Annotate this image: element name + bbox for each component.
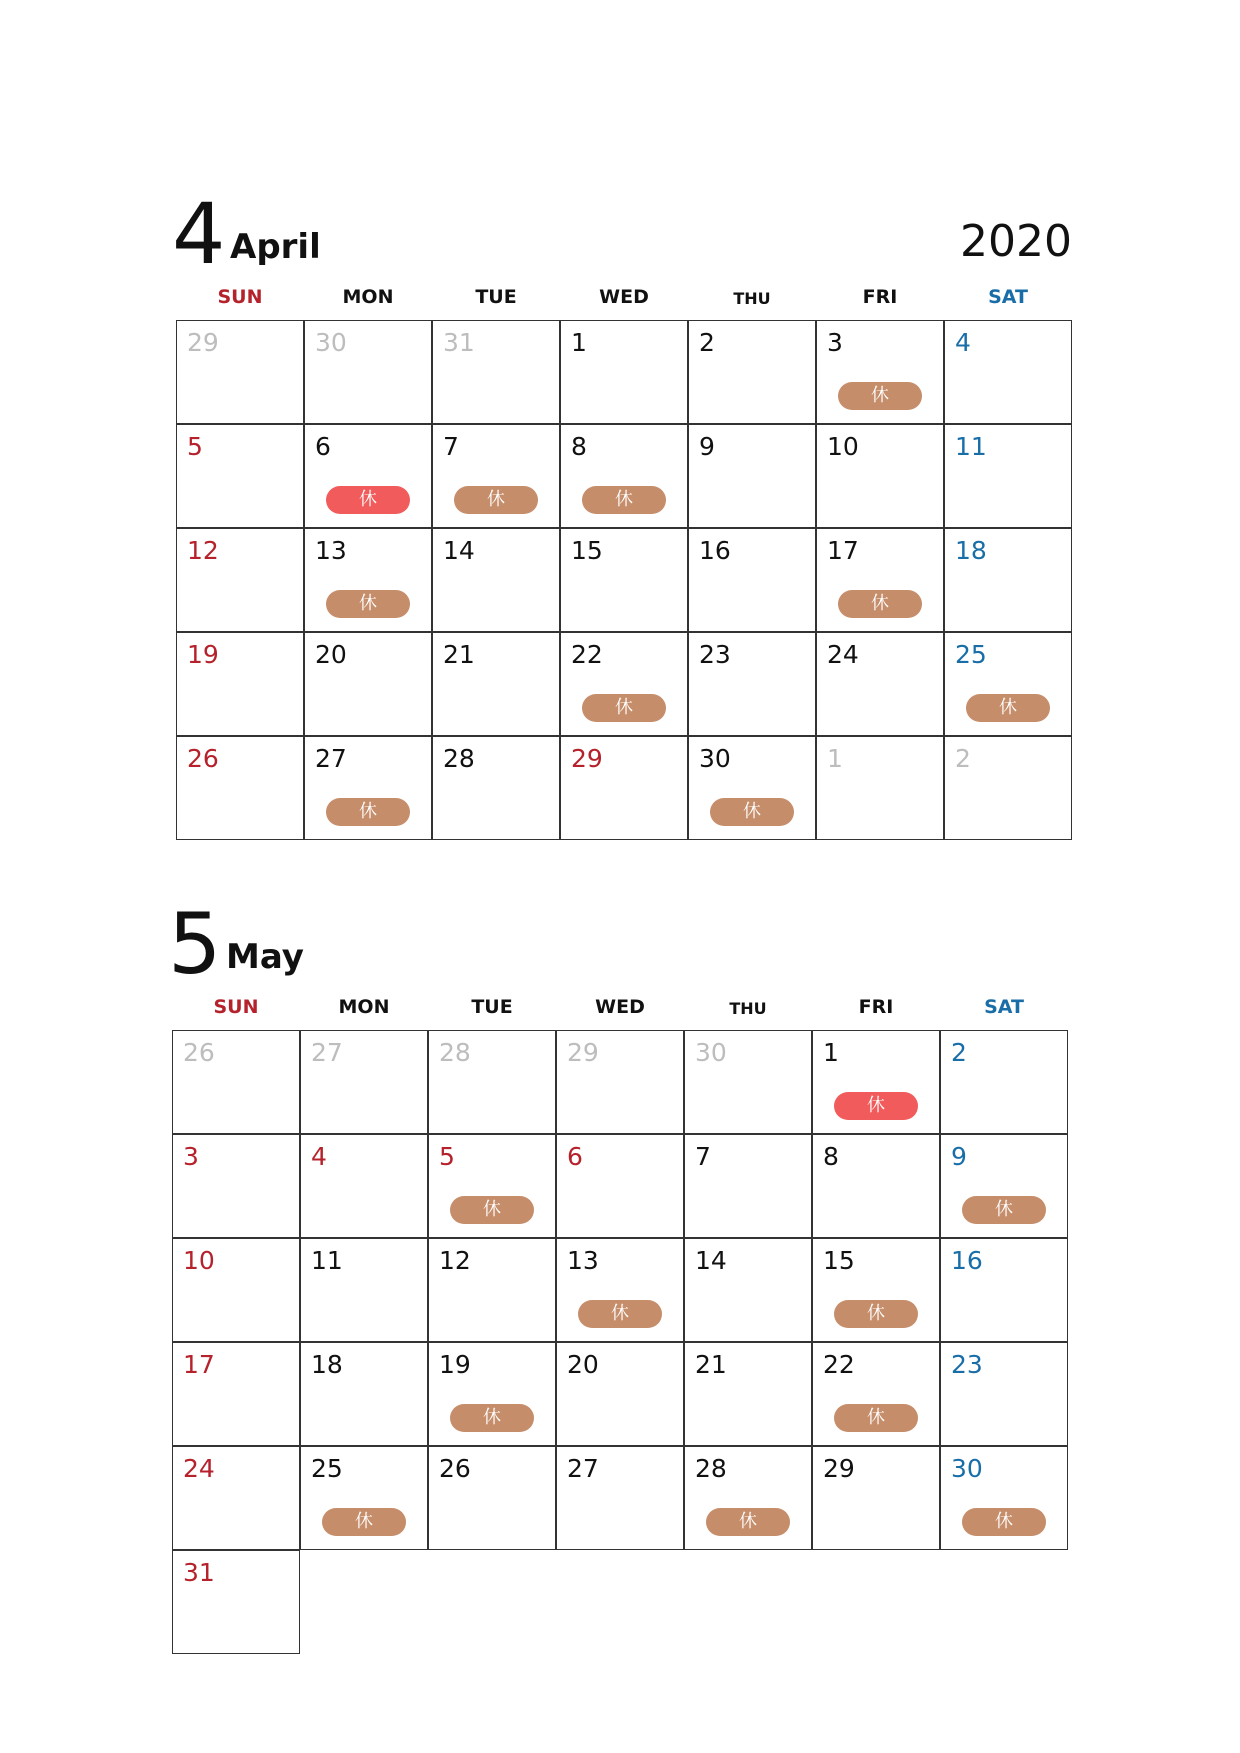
day-number: 13 [315,536,347,565]
month-number: 4 [172,185,226,283]
day-number: 7 [443,432,459,461]
day-cell [684,1030,812,1134]
day-number: 4 [311,1142,327,1171]
day-number: 22 [571,640,603,669]
calendar-grid [176,320,1072,842]
day-cell [944,736,1072,840]
day-cell [684,1342,812,1446]
day-number: 19 [187,640,219,669]
day-number: 9 [951,1142,967,1171]
day-cell [560,528,688,632]
day-cell [812,1134,940,1238]
day-cell [812,1342,940,1446]
day-cell [940,1030,1068,1134]
day-number: 13 [567,1246,599,1275]
day-cell [816,632,944,736]
day-number: 28 [439,1038,471,1067]
weekday-sat: SAT [984,996,1024,1018]
closed-badge: 休 [966,694,1050,722]
day-number: 14 [443,536,475,565]
day-cell [428,1030,556,1134]
day-cell [684,1134,812,1238]
day-cell [556,1134,684,1238]
day-cell [304,320,432,424]
day-cell [304,736,432,840]
day-number: 29 [187,328,219,357]
day-number: 21 [443,640,475,669]
day-cell [688,632,816,736]
day-number: 4 [955,328,971,357]
day-cell [560,424,688,528]
day-cell [940,1342,1068,1446]
weekday-wed: WED [595,996,645,1018]
day-cell [176,632,304,736]
day-cell [428,1134,556,1238]
calendar-grid [172,1030,1068,1656]
day-number: 31 [443,328,475,357]
day-cell [940,1446,1068,1550]
day-number: 30 [695,1038,727,1067]
day-number: 5 [439,1142,455,1171]
weekday-mon: MON [338,996,390,1018]
closed-badge: 休 [834,1300,918,1328]
day-cell [172,1134,300,1238]
closed-badge: 休 [962,1196,1046,1224]
day-number: 2 [955,744,971,773]
day-number: 17 [827,536,859,565]
day-number: 20 [567,1350,599,1379]
day-cell [176,424,304,528]
day-cell [300,1134,428,1238]
holiday-closed-badge: 休 [326,486,410,514]
day-number: 19 [439,1350,471,1379]
month-name: April [230,227,321,267]
weekday-header-row [176,286,1072,312]
day-cell [300,1238,428,1342]
weekday-tue: TUE [475,286,517,308]
day-number: 5 [187,432,203,461]
weekday-thu: THU [729,999,767,1018]
day-cell [300,1030,428,1134]
day-number: 28 [443,744,475,773]
day-cell [944,320,1072,424]
day-cell [176,320,304,424]
day-number: 28 [695,1454,727,1483]
day-number: 27 [567,1454,599,1483]
day-cell [428,1238,556,1342]
day-number: 10 [827,432,859,461]
day-number: 11 [311,1246,343,1275]
day-number: 25 [955,640,987,669]
day-cell [688,528,816,632]
weekday-fri: FRI [862,286,898,308]
weekday-thu: THU [733,289,771,308]
day-cell [556,1030,684,1134]
day-cell [304,632,432,736]
day-number: 11 [955,432,987,461]
day-cell [560,632,688,736]
day-cell [684,1238,812,1342]
day-cell [816,736,944,840]
day-cell [300,1342,428,1446]
month-number: 5 [168,895,222,993]
closed-badge: 休 [326,590,410,618]
day-number: 2 [699,328,715,357]
day-number: 8 [571,432,587,461]
day-cell [172,1550,300,1654]
day-number: 15 [571,536,603,565]
day-number: 27 [311,1038,343,1067]
day-number: 17 [183,1350,215,1379]
closed-badge: 休 [838,590,922,618]
closed-badge: 休 [454,486,538,514]
day-number: 23 [951,1350,983,1379]
weekday-sun: SUN [213,996,259,1018]
day-cell [688,320,816,424]
month-april [172,185,1072,842]
day-number: 18 [311,1350,343,1379]
day-number: 14 [695,1246,727,1275]
day-cell [428,1446,556,1550]
day-number: 16 [951,1246,983,1275]
weekday-sun: SUN [217,286,263,308]
day-number: 18 [955,536,987,565]
day-cell [812,1446,940,1550]
day-number: 26 [183,1038,215,1067]
day-cell [816,320,944,424]
day-cell [176,528,304,632]
day-number: 12 [187,536,219,565]
day-number: 1 [823,1038,839,1067]
day-cell [176,736,304,840]
weekday-fri: FRI [858,996,894,1018]
day-cell [172,1238,300,1342]
weekday-tue: TUE [471,996,513,1018]
day-number: 29 [571,744,603,773]
day-number: 15 [823,1246,855,1275]
day-number: 27 [315,744,347,773]
month-header [168,895,1068,993]
day-number: 29 [567,1038,599,1067]
closed-badge: 休 [450,1404,534,1432]
weekday-header-row [172,996,1068,1022]
day-number: 22 [823,1350,855,1379]
day-cell [944,424,1072,528]
weekday-mon: MON [342,286,394,308]
day-cell [172,1030,300,1134]
day-number: 2 [951,1038,967,1067]
day-cell [304,424,432,528]
day-cell [556,1342,684,1446]
holiday-closed-badge: 休 [834,1092,918,1120]
day-cell [816,424,944,528]
closed-badge: 休 [326,798,410,826]
day-cell [812,1030,940,1134]
day-number: 24 [827,640,859,669]
day-cell [688,736,816,840]
day-cell [556,1238,684,1342]
day-number: 6 [315,432,331,461]
closed-badge: 休 [582,486,666,514]
closed-badge: 休 [706,1508,790,1536]
day-cell [684,1446,812,1550]
day-cell [812,1238,940,1342]
day-cell [944,528,1072,632]
day-cell [304,528,432,632]
day-cell [172,1446,300,1550]
day-number: 7 [695,1142,711,1171]
day-number: 3 [827,328,843,357]
day-cell [940,1238,1068,1342]
day-cell [432,528,560,632]
day-number: 26 [187,744,219,773]
day-cell [940,1134,1068,1238]
day-number: 6 [567,1142,583,1171]
day-cell [172,1342,300,1446]
day-number: 16 [699,536,731,565]
closed-badge: 休 [710,798,794,826]
day-number: 10 [183,1246,215,1275]
day-number: 24 [183,1454,215,1483]
day-number: 31 [183,1558,215,1587]
closed-badge: 休 [578,1300,662,1328]
month-may [168,895,1068,1656]
closed-badge: 休 [582,694,666,722]
closed-badge: 休 [322,1508,406,1536]
day-number: 21 [695,1350,727,1379]
day-number: 20 [315,640,347,669]
closed-badge: 休 [962,1508,1046,1536]
day-cell [432,736,560,840]
day-cell [560,320,688,424]
day-number: 1 [571,328,587,357]
day-cell [816,528,944,632]
day-cell [432,320,560,424]
day-cell [432,424,560,528]
day-number: 29 [823,1454,855,1483]
closed-badge: 休 [450,1196,534,1224]
weekday-sat: SAT [988,286,1028,308]
day-cell [688,424,816,528]
day-number: 12 [439,1246,471,1275]
year-label: 2020 [960,216,1072,267]
month-header [172,185,1072,283]
day-number: 30 [699,744,731,773]
day-cell [560,736,688,840]
day-number: 26 [439,1454,471,1483]
day-number: 3 [183,1142,199,1171]
day-cell [300,1446,428,1550]
day-number: 9 [699,432,715,461]
day-number: 30 [951,1454,983,1483]
day-number: 25 [311,1454,343,1483]
month-name: May [226,937,304,977]
day-number: 1 [827,744,843,773]
day-cell [428,1342,556,1446]
closed-badge: 休 [834,1404,918,1432]
closed-badge: 休 [838,382,922,410]
day-cell [944,632,1072,736]
day-cell [432,632,560,736]
day-number: 30 [315,328,347,357]
day-cell [556,1446,684,1550]
day-number: 23 [699,640,731,669]
day-number: 8 [823,1142,839,1171]
weekday-wed: WED [599,286,649,308]
